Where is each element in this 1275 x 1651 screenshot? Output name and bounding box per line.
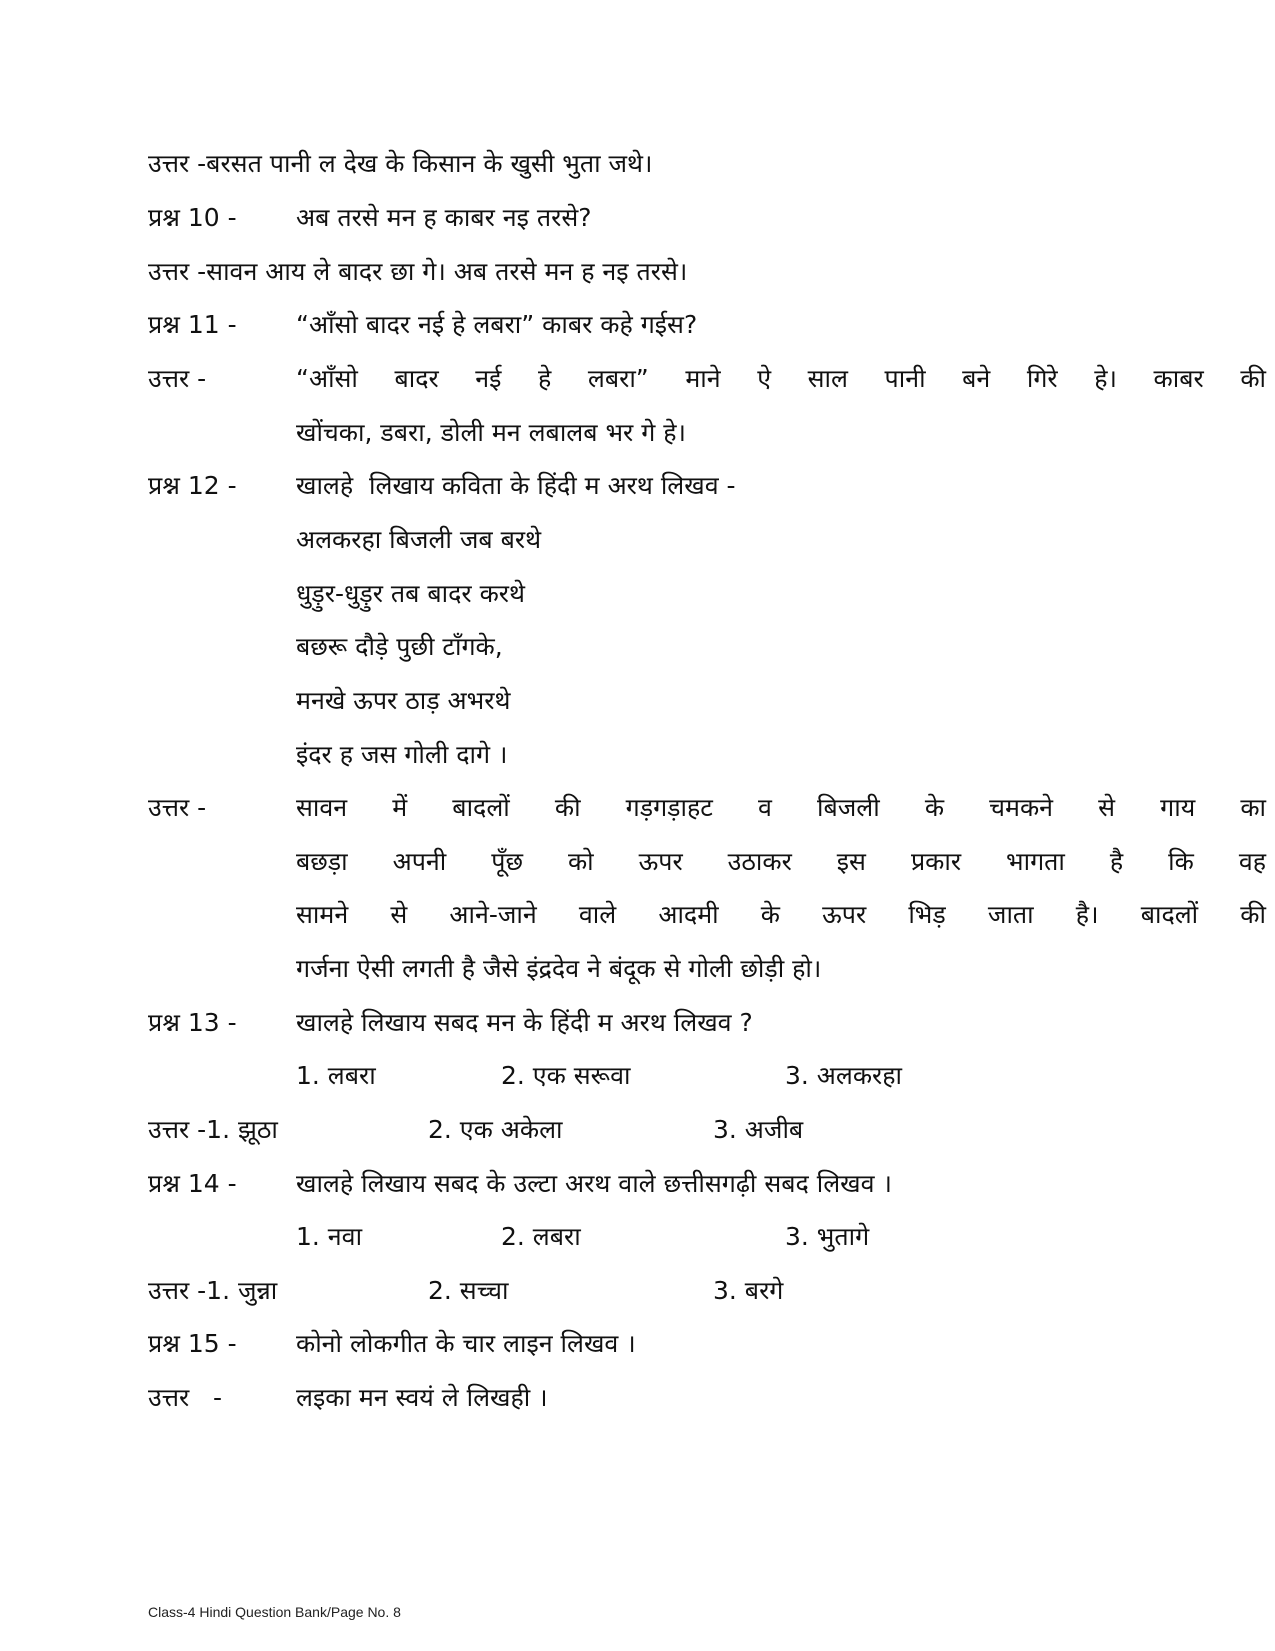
poem-line <box>148 567 1128 621</box>
answer-1: उत्तर -1. झूठा <box>148 1115 278 1144</box>
poem-line-text: इंदर ह जस गोली दागे । <box>296 740 508 769</box>
answer-12-text-2: बछड़ा अपनी पूँछ को ऊपर उठाकर इस प्रकार भागता है कि वह <box>296 847 1266 876</box>
poem-line <box>148 620 1128 674</box>
question-11-label: प्रश्न 11 - <box>148 310 237 339</box>
question-10 <box>148 191 1128 245</box>
answer-12 <box>148 781 1266 835</box>
answer-11-text: “आँसो बादर नई हे लबरा” माने ऐ साल पानी बने गिरे हे। काबर की <box>296 364 1266 393</box>
option-2: 2. एक सरूवा <box>501 1061 631 1090</box>
question-13-text: खालहे लिखाय सबद मन के हिंदी म अरथ लिखव ? <box>296 1008 753 1037</box>
answer-10-line <box>148 245 1128 299</box>
answer-2: 2. सच्चा <box>428 1276 509 1305</box>
question-10-text: अब तरसे मन ह काबर नइ तरसे? <box>296 203 592 232</box>
poem-line-text: मनखे ऊपर ठाड़ अभरथे <box>296 686 511 715</box>
question-13 <box>148 996 1128 1050</box>
answer-12-text-4: गर्जना ऐसी लगती है जैसे इंद्रदेव ने बंदूक से गोली छोड़ी हो। <box>296 954 822 983</box>
poem-line <box>148 674 1128 728</box>
answer-12-continuation <box>148 835 1266 889</box>
answer-12-text-3: सामने से आने-जाने वाले आदमी के ऊपर भिड़ जाता है। बादलों की <box>296 900 1266 929</box>
answer-12-continuation <box>148 888 1266 942</box>
answer-15 <box>148 1371 1128 1425</box>
answer-15-label: उत्तर - <box>148 1383 223 1412</box>
answer-2: 2. एक अकेला <box>428 1115 563 1144</box>
option-1: 1. लबरा <box>296 1061 376 1090</box>
answer-11-label: उत्तर - <box>148 364 207 393</box>
answer-3: 3. बरगे <box>713 1276 784 1305</box>
poem-line-text: अलकरहा बिजली जब बरथे <box>296 525 542 554</box>
question-14-options <box>148 1210 1128 1264</box>
question-11 <box>148 298 1128 352</box>
question-13-label: प्रश्न 13 - <box>148 1008 237 1037</box>
question-14-text: खालहे लिखाय सबद के उल्टा अरथ वाले छत्तीसगढ़ी सबद लिखव । <box>296 1169 892 1198</box>
poem-line <box>148 728 1128 782</box>
page-footer: Class-4 Hindi Question Bank/Page No. 8 <box>148 1604 401 1620</box>
answer-1: उत्तर -1. जुन्ना <box>148 1276 278 1305</box>
answer-14 <box>148 1264 1128 1318</box>
answer-11 <box>148 352 1266 406</box>
question-12-label: प्रश्न 12 - <box>148 471 237 500</box>
answer-10-text: उत्तर -सावन आय ले बादर छा गे। अब तरसे मन ह नइ तरसे। <box>148 257 688 286</box>
poem-line-text: बछरू दौड़े पुछी टाँगके, <box>296 632 503 661</box>
question-10-label: प्रश्न 10 - <box>148 203 237 232</box>
poem-line <box>148 513 1128 567</box>
option-3: 3. अलकरहा <box>785 1061 903 1090</box>
question-14 <box>148 1157 1128 1211</box>
option-2: 2. लबरा <box>501 1222 581 1251</box>
answer-12-text: सावन में बादलों की गड़गड़ाहट व बिजली के चमकने से गाय का <box>296 793 1266 822</box>
question-13-options <box>148 1049 1128 1103</box>
question-12 <box>148 459 1128 513</box>
option-3: 3. भुतागे <box>785 1222 870 1251</box>
answer-3: 3. अजीब <box>713 1115 804 1144</box>
question-14-label: प्रश्न 14 - <box>148 1169 237 1198</box>
answer-9-text: उत्तर -बरसत पानी ल देख के किसान के खुसी भुता जथे। <box>148 149 653 178</box>
answer-15-text: लइका मन स्वयं ले लिखही । <box>296 1383 548 1412</box>
answer-11-continuation <box>148 406 1128 460</box>
question-12-text: खालहे लिखाय कविता के हिंदी म अरथ लिखव - <box>296 471 736 500</box>
question-11-text: “आँसो बादर नई हे लबरा” काबर कहे गईस? <box>296 310 698 339</box>
poem-line-text: धुड़ुर-धुड़ुर तब बादर करथे <box>296 579 525 608</box>
answer-9-line <box>148 137 1128 191</box>
question-15-text: कोनो लोकगीत के चार लाइन लिखव । <box>296 1329 636 1358</box>
answer-12-continuation <box>148 942 1128 996</box>
answer-12-label: उत्तर - <box>148 793 207 822</box>
question-15 <box>148 1317 1128 1371</box>
option-1: 1. नवा <box>296 1222 363 1251</box>
answer-11-text-2: खोंचका, डबरा, डोली मन लबालब भर गे हे। <box>296 418 686 447</box>
answer-13 <box>148 1103 1128 1157</box>
question-15-label: प्रश्न 15 - <box>148 1329 237 1358</box>
